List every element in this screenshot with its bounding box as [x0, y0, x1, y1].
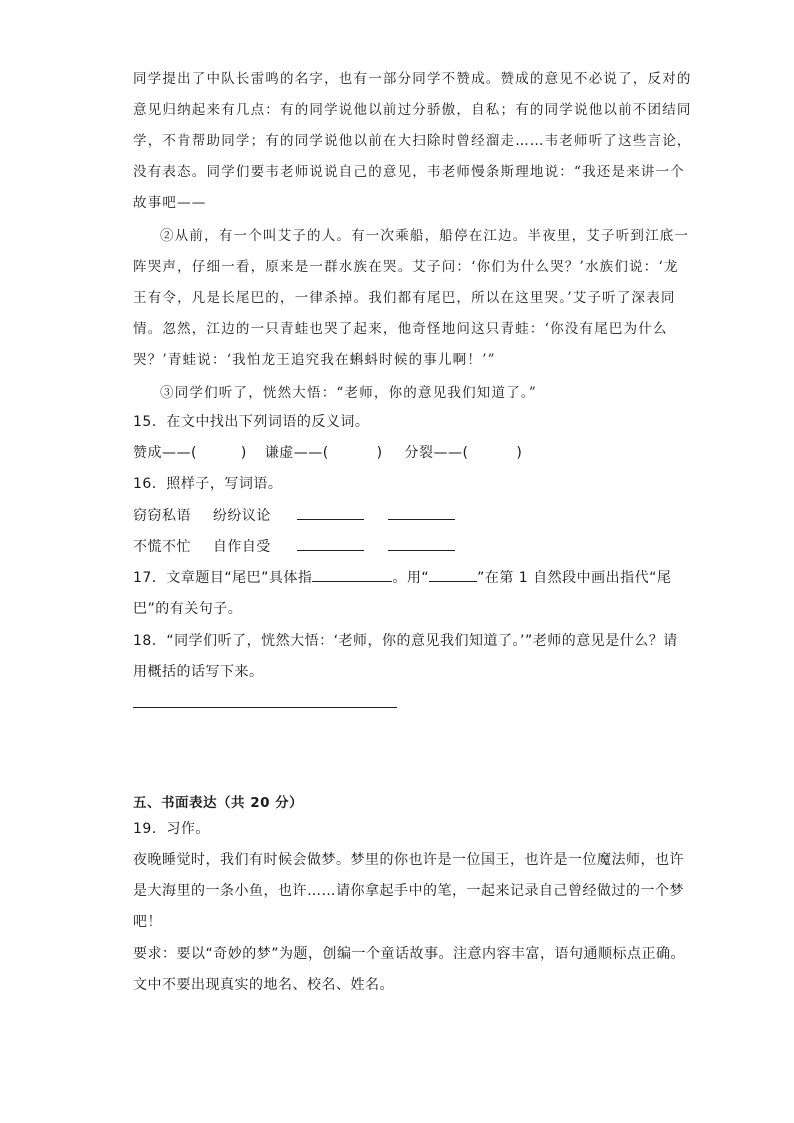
q16-example: 自作自受: [212, 539, 271, 555]
essay-prompt-line: 夜晚睡觉时，我们有时候会做梦。梦里的你也许是一位国王，也许是一位魔法师，也许: [133, 852, 684, 868]
q16-example: 纷纷议论: [212, 508, 271, 524]
passage-line: 阵哭声，仔细一看，原来是一群水族在哭。艾子问：‘你们为什么哭？’水族们说：‘龙: [133, 259, 679, 275]
q16-example: 不慌不忙: [133, 539, 191, 555]
passage-line: 情。忽然，江边的一只青蛙也哭了起来，他奇怪地问这只青蛙：‘你没有尾巴为什么: [133, 321, 668, 337]
passage-line: ③同学们听了，恍然大悟：“老师，你的意见我们知道了。”: [160, 385, 537, 401]
essay-requirement-line: 文中不要出现真实的地名、校名、姓名。: [133, 977, 394, 993]
passage-line: 王有令，凡是长尾巴的，一律杀掉。我们都有尾巴，所以在这里哭。’艾子听了深表同: [133, 290, 676, 306]
q16-row: [133, 536, 455, 556]
answer-blank[interactable]: [388, 536, 455, 551]
q15-item-close: ): [516, 445, 523, 461]
q15-answer-row: [133, 442, 522, 462]
q16-row: [133, 505, 455, 525]
answer-blank[interactable]: [297, 536, 364, 551]
q18-line: 18．“同学们听了，恍然大悟：‘老师，你的意见我们知道了。’”老师的意见是什么？请: [133, 633, 678, 649]
section-heading: 五、书面表达（共 20 分）: [133, 795, 304, 811]
q17-text: 。用“: [392, 570, 430, 586]
essay-requirement-line: 要求：要以“奇妙的梦”为题，创编一个童话故事。注意内容丰富，语句通顺标点正确。: [133, 946, 686, 962]
answer-blank[interactable]: [312, 567, 392, 582]
q16-prompt: 16．照样子，写词语。: [133, 476, 283, 492]
essay-prompt-line: 是大海里的一条小鱼，也许……请你拿起手中的笔，一起来记录自己曾经做过的一个梦: [133, 883, 684, 899]
q19-prompt: 19．习作。: [133, 821, 210, 837]
passage-line: ②从前，有一个叫艾子的人。有一次乘船，船停在江边。半夜里，艾子听到江底一: [160, 228, 690, 244]
q15-item-close: ): [376, 445, 383, 461]
answer-blank[interactable]: [297, 505, 364, 520]
answer-blank[interactable]: [388, 505, 455, 520]
underline-sample: [429, 567, 477, 582]
q15-item-label: 分裂——(: [404, 445, 469, 461]
passage-line: 故事吧——: [133, 195, 207, 211]
q17-text: ”在第 1 自然段中画出指代“尾: [477, 570, 672, 586]
passage-line: 意见归纳起来有几点：有的同学说他以前过分骄傲，自私；有的同学说他以前不团结同: [133, 102, 692, 118]
passage-line: 同学提出了中队长雷鸣的名字，也有一部分同学不赞成。赞成的意见不必说了，反对的: [133, 71, 692, 87]
answer-line[interactable]: [133, 707, 397, 708]
passage-line: 没有表态。同学们要韦老师说说自己的意见，韦老师慢条斯理地说：“我还是来讲一个: [133, 164, 686, 180]
passage-line: 哭？’青蛙说：‘我怕龙王追究我在蝌蚪时候的事儿啊！’”: [133, 352, 496, 368]
q15-prompt: 15．在文中找出下列词语的反义词。: [133, 414, 370, 430]
q16-example: 窃窃私语: [133, 508, 191, 524]
q15-item-label: 赞成——(: [133, 445, 197, 461]
q17-text: 17．文章题目“尾巴”具体指: [133, 570, 313, 586]
essay-prompt-line: 吧！: [133, 914, 162, 930]
q17-line2: 巴”的有关句子。: [133, 601, 243, 617]
q18-line: 用概括的话写下来。: [133, 664, 264, 680]
q15-item-close: ): [240, 445, 247, 461]
q17-line: [133, 567, 671, 587]
q15-item-label: 谦虚——(: [264, 445, 329, 461]
passage-line: 学，不肯帮助同学；有的同学说他以前在大扫除时曾经溜走……韦老师听了这些言论，: [133, 133, 692, 149]
